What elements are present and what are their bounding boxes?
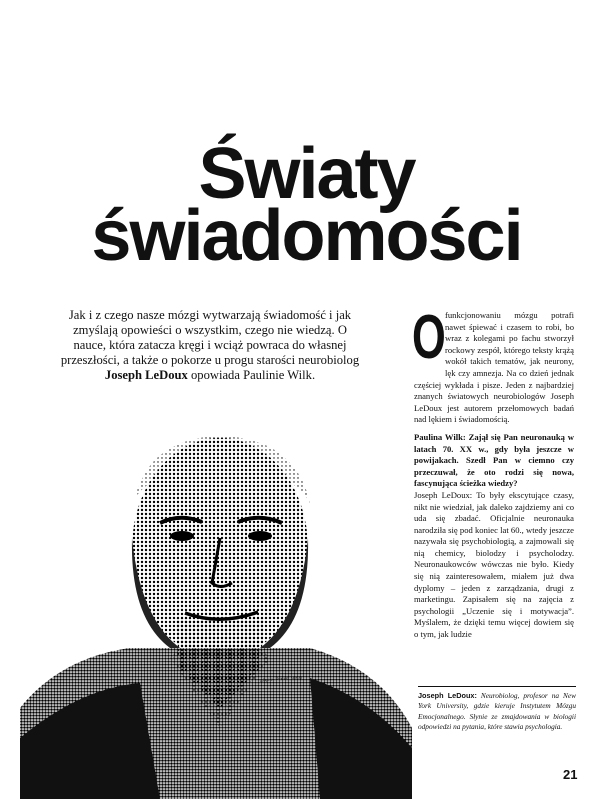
dropcap: O <box>412 303 446 372</box>
title-line-1: Światy <box>198 134 415 214</box>
lead-text-before: Jak i z czego nasze mózgi wytwarzają świadomość i jak zmyślają opowieści o wszystkim, czego nie wiedzą. O nauce, która zatacza kręgi i wciąż powraca do własnej przeszłości, a także o pokorze u progu starości neurobiolog <box>60 308 360 367</box>
portrait-photo <box>20 408 412 799</box>
bio-text: Neurobiolog, profesor na New York University, gdzie kieruje Instytutem Mózgu Emocjonalnego. Słynie ze zmajdowania w biologii odpowiedzi na pytania, które stawia psychologia. <box>418 691 576 732</box>
bio-name: Joseph LeDoux: <box>418 691 477 700</box>
lead-paragraph <box>60 308 360 383</box>
photo-credit: zdjęcie: Dariusz Streba <box>259 674 303 683</box>
article-intro: funkcjonowaniu mózgu potrafi nawet śpiewać i czasem to robi, bo wraz z kolegami po fachu stworzył rockowy zespół, którego teksty krążą wokół takich tematów, jak neurony, lęk czy amnezja. Na co dzień jednak częściej wykłada i pisze. Jeden z najbardziej znanych światowych neurobiologów Joseph LeDoux jest autorem przełomowych badań nad lękiem i świadomością. <box>414 310 574 425</box>
lead-name: Joseph LeDoux <box>104 368 188 382</box>
title-line-2: świadomości <box>91 196 522 276</box>
article-column <box>412 303 574 641</box>
interview-question: Paulina Wilk: Zajął się Pan neuronauką w latach 70. XX w., gdy była jeszcze w powijakach. Szedł Pan w ciemno czy przeczuwał, że oto rodzi się nowa, fascynująca ścieżka wiedzy? <box>414 431 574 489</box>
portrait-illustration <box>20 408 412 799</box>
page-number: 21 <box>563 767 578 782</box>
author-bio <box>418 686 576 733</box>
lead-text-after: opowiada Paulinie Wilk. <box>187 368 316 382</box>
interview-answer: Joseph LeDoux: To były ekscytujące czasy, nikt nie wiedział, jak daleko zajdziemy ani co uda się zbadać. Oficjalnie neuronauka narodziła się pod koniec lat 60., wtedy jeszcze nazywała się psychobiologią, a zajmowali się nią chemicy, biolodzy i psycholodzy. Neuronaukowców wówczas nie było. Kiedy się nią zainteresowałem, miałem już dwa dyplomy – jeden z zarządzania, drugi z marketingu. Zapisałem się na zajęcia z psychologii „Uczenie się i motywacja”. Myślałem, że dzięki temu więcej dowiem się o tym, jak ludzie <box>414 489 574 640</box>
